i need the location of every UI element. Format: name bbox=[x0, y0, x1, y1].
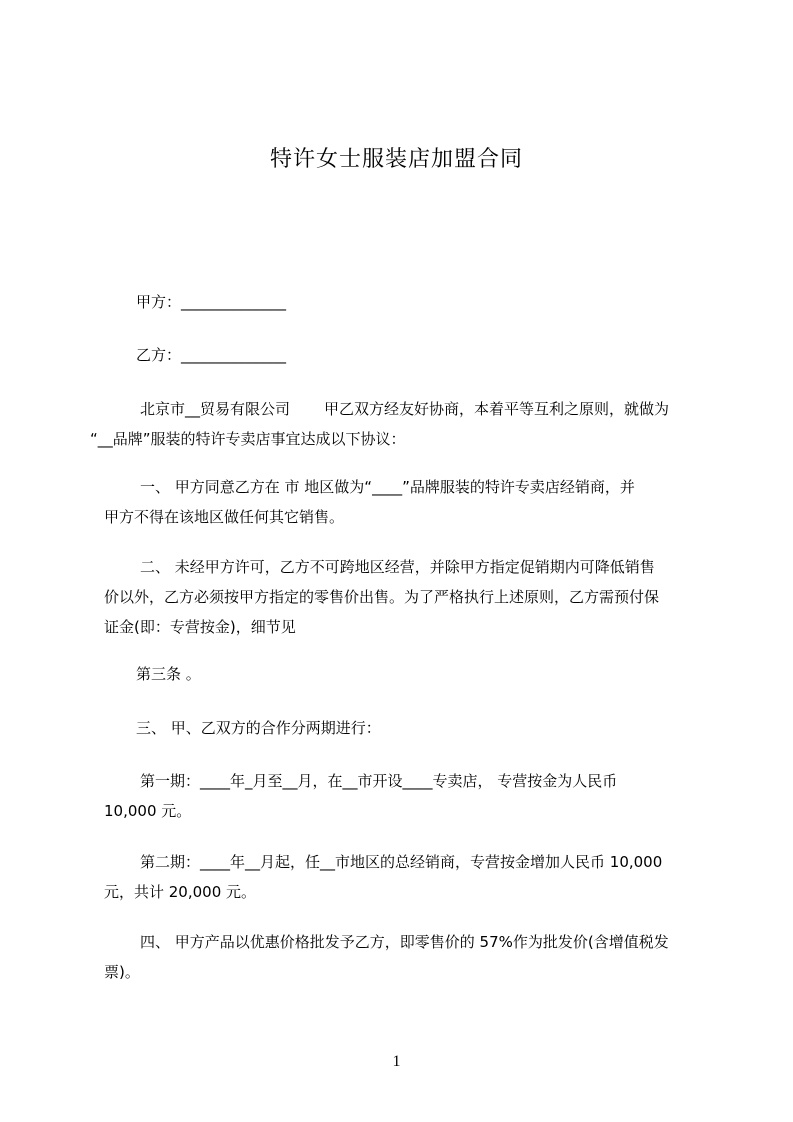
clause-2-line-3: 证金(即：专营按金)，细节见 bbox=[104, 618, 296, 636]
clause-2-reference-text: 第三条 。 bbox=[136, 665, 201, 683]
phase-2-line-2: 元，共计 20,000 元。 bbox=[104, 883, 257, 901]
clause-4-line-2: 票)。 bbox=[104, 963, 140, 981]
clause-2-reference bbox=[136, 659, 730, 689]
phase-1 bbox=[104, 766, 698, 826]
clause-3-text: 三、 甲、乙双方的合作分两期进行： bbox=[136, 719, 381, 737]
document-title: 特许女士服装店加盟合同 bbox=[269, 147, 523, 172]
clause-2 bbox=[104, 552, 698, 642]
clause-2-line-1: 二、 未经甲方许可，乙方不可跨地区经营，并除甲方指定促销期内可降低销售 bbox=[140, 558, 655, 576]
clause-1-line-2: 甲方不得在该地区做任何其它销售。 bbox=[104, 508, 345, 526]
party-b-text: 乙方：______________ bbox=[136, 346, 287, 364]
page-number: 1 bbox=[392, 1053, 401, 1070]
phase-1-line-1: 第一期：____年_月至__月，在__市开设____专卖店， 专营按金为人民币 bbox=[140, 772, 618, 790]
clause-3 bbox=[136, 713, 730, 743]
clause-4 bbox=[104, 927, 698, 987]
clause-4-line-1: 四、 甲方产品以优惠价格批发予乙方，即零售价的 57%作为批发价(含增值税发 bbox=[140, 933, 669, 951]
party-a-line bbox=[136, 287, 730, 317]
clause-2-line-2: 价以外，乙方必须按甲方指定的零售价出售。为了严格执行上述原则，乙方需预付保 bbox=[104, 588, 660, 606]
intro-line-1 bbox=[104, 394, 698, 424]
intro-line-2: “__品牌”服装的特许专卖店事宜达成以下协议： bbox=[90, 430, 406, 448]
phase-2 bbox=[104, 847, 698, 907]
intro-company: 北京市__贸易有限公司 bbox=[140, 400, 291, 418]
intro-agreement: 甲乙双方经友好协商，本着平等互利之原则，就做为 bbox=[324, 400, 670, 418]
phase-1-line-2: 10,000 元。 bbox=[104, 802, 192, 820]
party-b-line bbox=[136, 340, 730, 370]
phase-2-line-1: 第二期：____年__月起，任__市地区的总经销商，专营按金增加人民币 10,000 bbox=[140, 853, 663, 871]
intro-paragraph bbox=[90, 394, 698, 454]
party-a-text: 甲方：______________ bbox=[136, 293, 287, 311]
clause-1 bbox=[104, 472, 698, 532]
clause-1-line-1: 一、 甲方同意乙方在 市 地区做为“____”品牌服装的特许专卖店经销商，并 bbox=[140, 478, 635, 496]
